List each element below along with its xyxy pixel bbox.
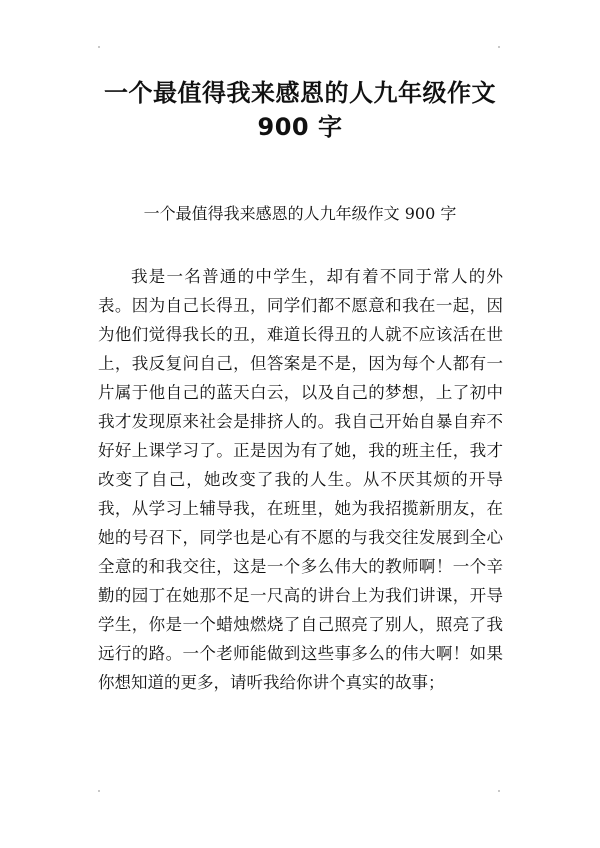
page-corner-mark bbox=[498, 790, 500, 792]
essay-paragraph: 我是一名普通的中学生，却有着不同于常人的外表。因为自己长得丑，同学们都不愿意和我在一起，因为他们觉得我长的丑，难道长得丑的人就不应该活在世上，我反复问自己，但答案是不是，因为每个人都有一片属于他自己的蓝天白云，以及自己的梦想，上了初中我才发现原来社会是排挤人的。我自己开始自暴自弃不好好上课学习了。正是因为有了她，我的班主任，我才改变了自己，她改变了我的人生。从不厌其烦的开导我，从学习上辅导我，在班里，她为我招揽新朋友，在她的号召下，同学也是心有不愿的与我交往发展到全心全意的和我交往，这是一个多么伟大的教师啊！一个辛勤的园丁在她那不足一尺高的讲台上为我们讲课，开导学生，你是一个蜡烛燃烧了自己照亮了别人，照亮了我远行的路。一个老师能做到这些事多么的伟大啊！如果你想知道的更多，请听我给你讲个真实的故事； bbox=[98, 267, 503, 692]
page-corner-mark bbox=[498, 46, 500, 48]
essay-subtitle: 一个最值得我来感恩的人九年级作文 900 字 bbox=[143, 204, 457, 223]
page-corner-mark bbox=[98, 790, 100, 792]
page-title bbox=[60, 76, 540, 144]
title-line-1: 一个最值得我来感恩的人九年级作文 bbox=[104, 79, 496, 107]
page-corner-mark bbox=[98, 46, 100, 48]
title-line-2: 900 字 bbox=[257, 113, 343, 141]
